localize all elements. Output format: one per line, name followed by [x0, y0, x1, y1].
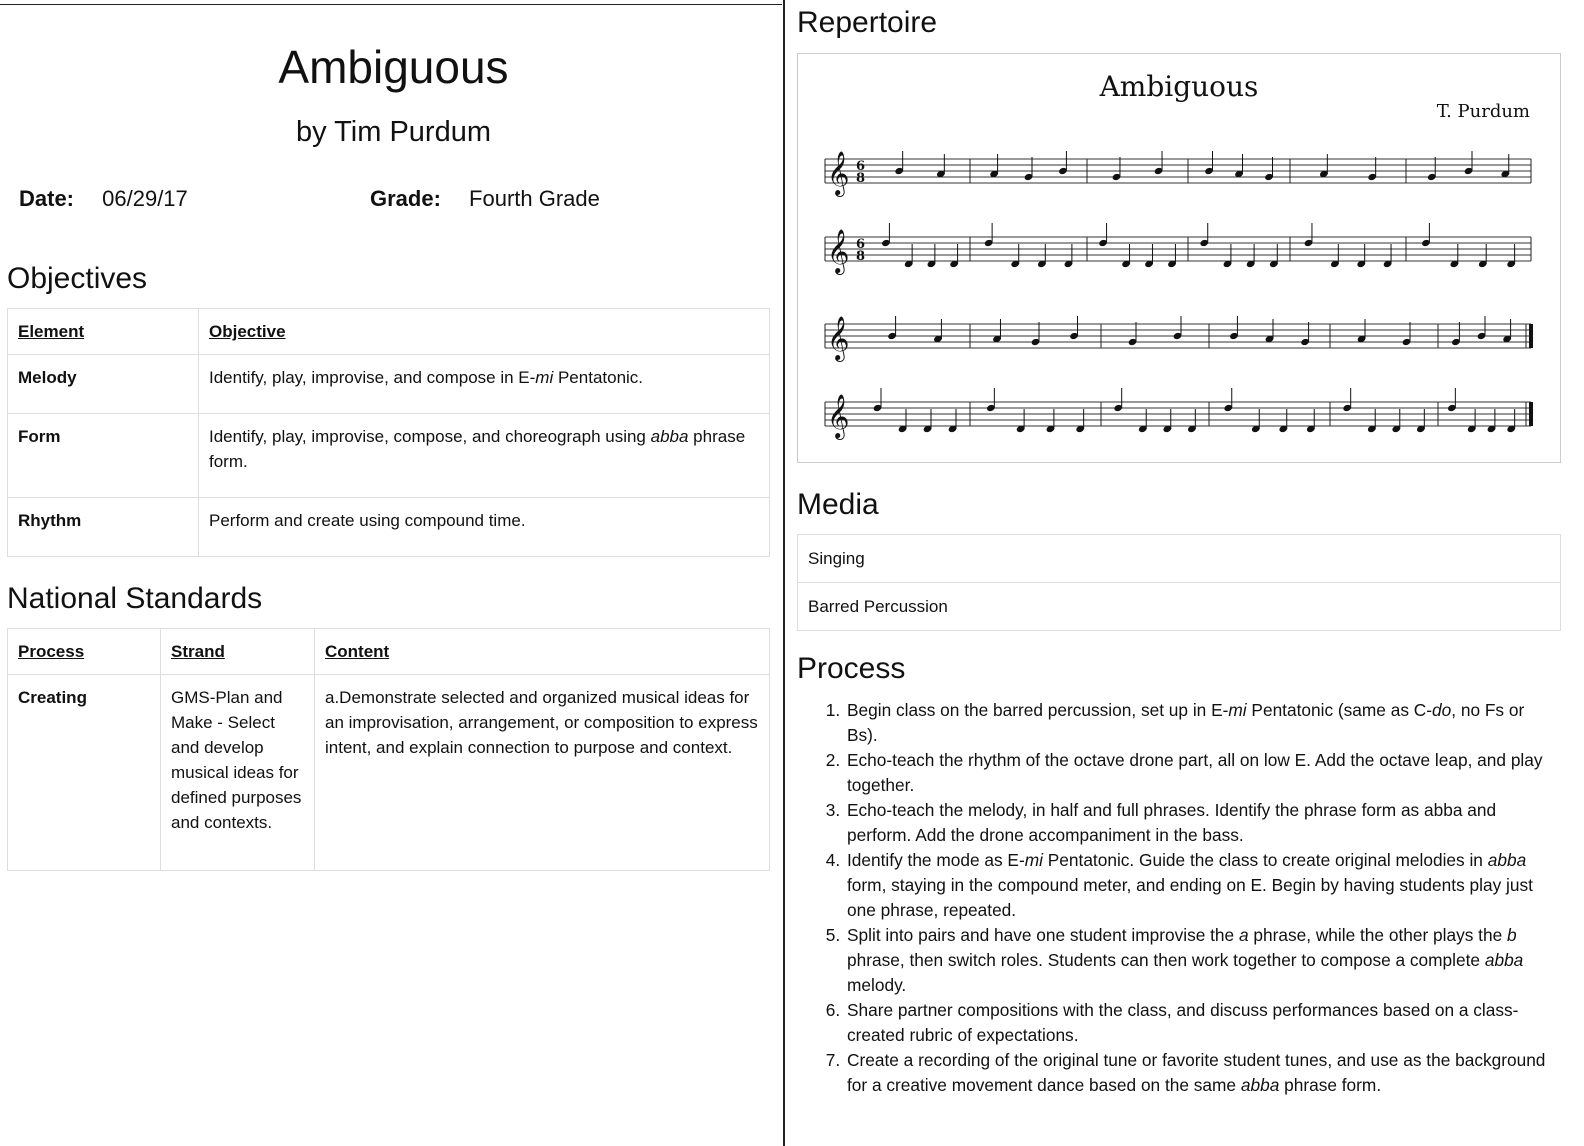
lesson-author: by Tim Purdum	[296, 116, 491, 148]
time-signature-bottom: 8	[856, 249, 866, 264]
step-text: Identify the mode as E-	[847, 850, 1025, 870]
step-text: Share partner compositions with the class, and discuss performances based on a class-created rubric of expectations.	[847, 1000, 1519, 1045]
objective-emphasis: mi	[535, 368, 554, 387]
grade-field	[370, 186, 600, 212]
media-item: Barred Percussion	[798, 583, 1561, 631]
element-cell: Rhythm	[8, 498, 199, 557]
process-step	[845, 698, 1557, 748]
column-header-objective: Objective	[199, 309, 770, 355]
time-signature-top: 6	[856, 159, 866, 174]
media-item: Singing	[798, 535, 1561, 583]
process-step	[845, 748, 1557, 798]
step-text: Echo-teach the melody, in half and full phrases. Identify the phrase form as abba and perform. Add the drone accompaniment in the bass.	[847, 800, 1497, 845]
step-text: phrase form.	[1279, 1075, 1382, 1095]
step-text: phrase, then switch roles. Students can then work together to compose a complete	[847, 950, 1485, 970]
process-step	[845, 798, 1557, 848]
lesson-title: Ambiguous	[278, 41, 509, 93]
standards-heading: National Standards	[7, 582, 263, 615]
step-text: , no Fs or Bs).	[847, 700, 1525, 745]
process-step	[845, 848, 1557, 923]
media-list	[797, 534, 1561, 631]
sheet-music	[797, 53, 1561, 463]
objective-text: Identify, play, improvise, compose, and choreograph using	[209, 427, 651, 446]
standards-table	[7, 628, 770, 871]
step-text: Pentatonic. Guide the class to create original melodies in	[1042, 850, 1488, 870]
column-divider	[783, 0, 785, 1146]
process-steps	[797, 698, 1557, 1098]
process-step	[845, 1048, 1557, 1098]
objective-text: phrase form.	[209, 427, 746, 471]
step-emphasis: a	[1238, 925, 1249, 945]
date-value: 06/29/17	[102, 186, 188, 211]
objectives-table	[7, 308, 770, 557]
objective-cell	[199, 414, 770, 498]
element-cell: Melody	[8, 355, 199, 414]
table-header-row	[8, 629, 770, 675]
step-emphasis: abba	[1487, 850, 1527, 870]
column-header-strand: Strand	[161, 629, 315, 675]
process-step	[845, 998, 1557, 1048]
process-step	[845, 923, 1557, 998]
score-title: Ambiguous	[1099, 70, 1259, 103]
date-label: Date:	[19, 186, 75, 211]
column-header-element: Element	[8, 309, 199, 355]
objective-emphasis: abba	[650, 427, 689, 446]
treble-clef: 𝄞	[827, 394, 850, 438]
date-field	[19, 186, 188, 212]
content-cell: a.Demonstrate selected and organized musical ideas for an improvisation, arrangement, or composition to express intent, and explain connection to purpose and context.	[315, 675, 770, 871]
table-row	[8, 675, 770, 871]
repertoire-heading: Repertoire	[797, 6, 938, 39]
table-row	[8, 498, 770, 557]
step-emphasis: b	[1507, 925, 1517, 945]
step-emphasis: abba	[1240, 1075, 1280, 1095]
table-header-row	[8, 309, 770, 355]
media-heading: Media	[797, 488, 879, 521]
time-signature-bottom: 8	[856, 171, 866, 186]
objectives-heading: Objectives	[7, 262, 148, 295]
process-cell: Creating	[8, 675, 161, 871]
grade-value: Fourth Grade	[469, 186, 600, 211]
treble-clef: 𝄞	[827, 229, 850, 273]
step-emphasis: mi	[1024, 850, 1043, 870]
step-text: phrase, while the other plays the	[1248, 925, 1507, 945]
top-rule	[0, 4, 782, 5]
strand-cell: GMS-Plan and Make - Select and develop musical ideas for defined purposes and contexts.	[161, 675, 315, 871]
time-signature-top: 6	[856, 237, 866, 252]
objective-cell	[199, 355, 770, 414]
process-heading: Process	[797, 652, 906, 685]
objective-text: Perform and create using compound time.	[209, 511, 526, 530]
column-header-content: Content	[315, 629, 770, 675]
objective-cell	[199, 498, 770, 557]
treble-clef: 𝄞	[827, 316, 850, 360]
grade-label: Grade:	[370, 186, 441, 211]
step-emphasis: abba	[1484, 950, 1524, 970]
score-composer: T. Purdum	[1436, 101, 1530, 122]
element-cell: Form	[8, 414, 199, 498]
column-header-process: Process	[8, 629, 161, 675]
treble-clef: 𝄞	[827, 151, 850, 195]
step-text: melody.	[847, 975, 907, 995]
table-row	[8, 414, 770, 498]
step-text: Echo-teach the rhythm of the octave drone part, all on low E. Add the octave leap, and play together.	[847, 750, 1543, 795]
list-item	[798, 583, 1561, 631]
step-text: Create a recording of the original tune or favorite student tunes, and use as the background for a creative movement dance based on the same	[847, 1050, 1546, 1095]
objective-text: Identify, play, improvise, and compose in E-	[209, 368, 536, 387]
step-text: Begin class on the barred percussion, set up in E-	[847, 700, 1229, 720]
step-emphasis: do	[1432, 700, 1452, 720]
step-emphasis: mi	[1228, 700, 1247, 720]
list-item	[798, 535, 1561, 583]
objective-text: Pentatonic.	[553, 368, 644, 387]
step-text: Split into pairs and have one student improvise the	[847, 925, 1239, 945]
step-text: Pentatonic (same as C-	[1246, 700, 1432, 720]
step-text: form, staying in the compound meter, and ending on E. Begin by having students play just one phrase, repeated.	[847, 875, 1533, 920]
music-notation	[798, 54, 1560, 462]
table-row	[8, 355, 770, 414]
